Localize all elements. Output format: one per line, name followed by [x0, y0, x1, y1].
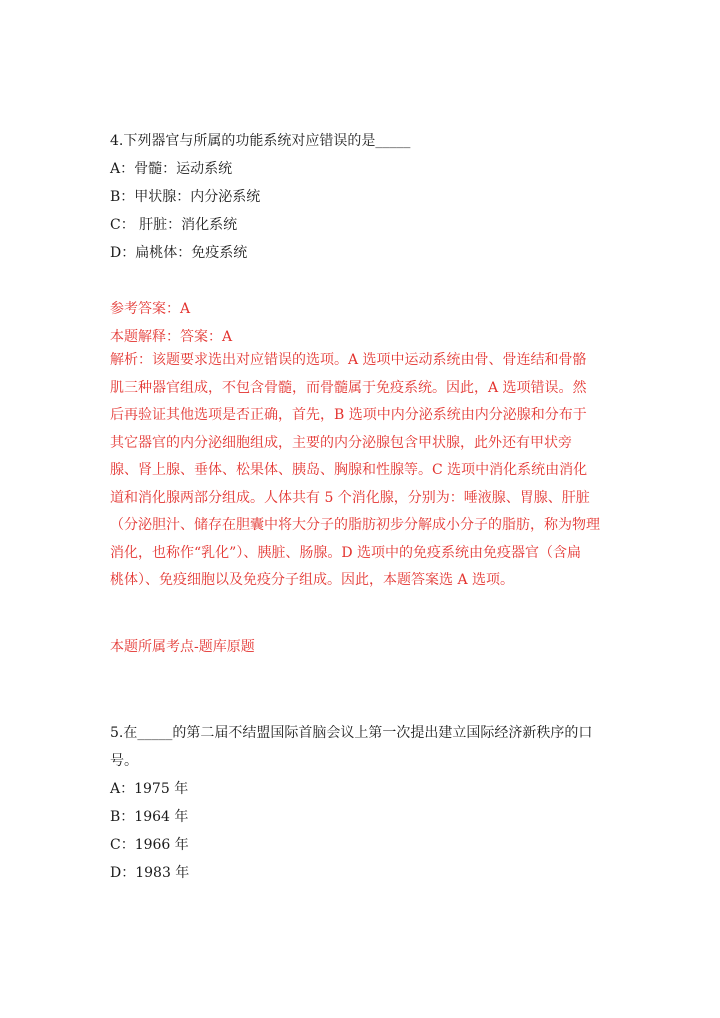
analysis-line: 桃体）、免疫细胞以及免疫分子组成。因此，本题答案选 A 选项。 [110, 572, 515, 588]
question-4-option-b: B：甲状腺：内分泌系统 [110, 189, 261, 205]
analysis-line: 道和消化腺两部分组成。人体共有 5 个消化腺，分别为：唾液腺、胃腺、肝脏 [110, 489, 590, 506]
analysis-line: 腺、肾上腺、垂体、松果体、胰岛、胸腺和性腺等。C 选项中消化系统由消化 [110, 462, 588, 478]
question-5-stem: 5.在_____的第二届不结盟国际首脑会议上第一次提出建立国际经济新秩序的口 [110, 725, 593, 741]
question-5-option-b: B：1964 年 [110, 809, 189, 825]
question-5-option-d: D：1983 年 [110, 865, 190, 881]
analysis-line: 后再验证其他选项是否正确，首先，B 选项中内分泌系统由内分泌腺和分布于 [110, 407, 587, 423]
question-5-option-a: A：1975 年 [110, 781, 189, 797]
question-4-option-c: C： 肝脏：消化系统 [110, 217, 238, 233]
question-4-analysis [110, 347, 630, 595]
question-5-option-c: C：1966 年 [110, 837, 189, 853]
question-4-stem: 4.下列器官与所属的功能系统对应错误的是_____ [110, 133, 411, 149]
analysis-line: 消化，也称作“乳化”）、胰脏、肠腺。D 选项中的免疫系统由免疫器官（含扁 [110, 544, 581, 561]
question-4-option-a: A：骨髓：运动系统 [110, 161, 233, 177]
question-5-stem-continued: 号。 [110, 753, 138, 769]
analysis-line: 肌三种器官组成，不包含骨髓，而骨髓属于免疫系统。因此，A 选项错误。然 [110, 379, 587, 396]
question-4-option-d: D：扁桃体：免疫系统 [110, 245, 248, 261]
question-4-knowledge-point: 本题所属考点-题库原题 [110, 639, 255, 655]
analysis-line: 其它器官的内分泌细胞组成，主要的内分泌腺包含甲状腺，此外还有甲状旁 [110, 434, 572, 451]
analysis-line: 解析：该题要求选出对应错误的选项。A 选项中运动系统由骨、骨连结和骨骼 [110, 352, 587, 368]
analysis-line: （分泌胆汁、储存在胆囊中将大分子的脂肪初步分解成小分子的脂肪，称为物理 [110, 517, 600, 533]
question-4-explanation-header: 本题解释：答案：A [110, 329, 233, 345]
question-4-answer: 参考答案：A [110, 301, 191, 317]
